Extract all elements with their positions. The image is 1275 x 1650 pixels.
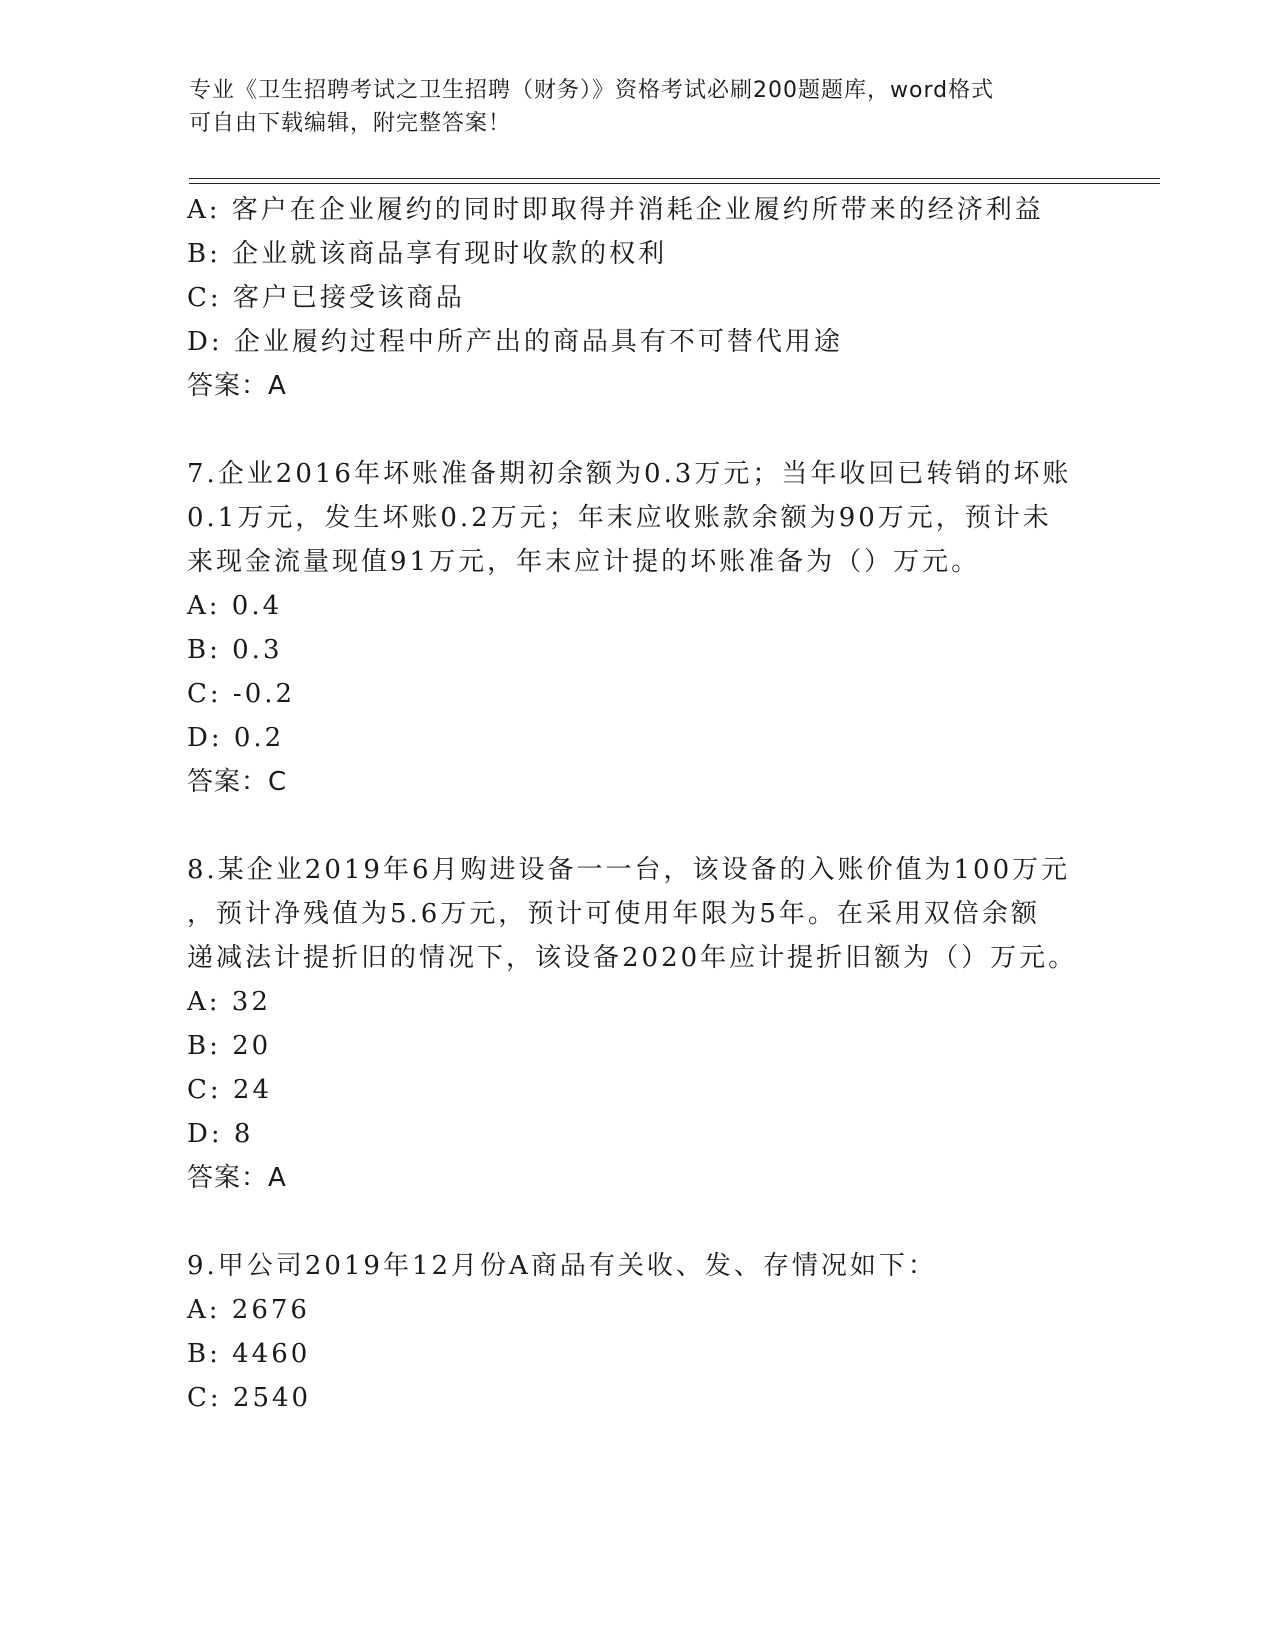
q8-option-d: D: 8 [187,1119,254,1149]
q8-option-a: A: 32 [187,987,271,1017]
header-line-2: 可自由下载编辑，附完整答案！ [189,111,512,136]
q9-option-a: A: 2676 [187,1295,310,1325]
q7-option-c: C: -0.2 [187,679,296,709]
q8-stem-line-1: 8.某企业2019年6月购进设备一一台，该设备的入账价值为100万元 [187,855,1071,885]
q6-option-b: B: 企业就该商品享有现时收款的权利 [187,239,668,269]
q7-answer: 答案：C [187,767,288,797]
q6-answer: 答案：A [187,371,287,401]
q8-option-c: C: 24 [187,1075,273,1105]
q7-option-a: A: 0.4 [187,591,283,621]
document-header [189,74,1089,140]
q8-stem-line-3: 递减法计提折旧的情况下，该设备2020年应计提折旧额为（）万元。 [187,943,1078,973]
q8-answer: 答案：A [187,1163,287,1193]
q9-option-b: B: 4460 [187,1339,311,1369]
q7-stem-line-1: 7.企业2016年坏账准备期初余额为0.3万元；当年收回已转销的坏账 [187,459,1072,489]
q7-option-b: B: 0.3 [187,635,283,665]
q9-stem-line-1: 9.甲公司2019年12月份A商品有关收、发、存情况如下： [187,1251,937,1281]
q8-stem-line-2: ，预计净残值为5.6万元，预计可使用年限为5年。在采用双倍余额 [187,899,1040,929]
q6-option-d: D: 企业履约过程中所产出的商品具有不可替代用途 [187,327,843,357]
q9-option-c: C: 2540 [187,1383,312,1413]
q6-option-c: C: 客户已接受该商品 [187,283,465,313]
header-divider-top [189,178,1160,179]
q7-option-d: D: 0.2 [187,723,285,753]
q7-stem-line-2: 0.1万元，发生坏账0.2万元；年末应收账款余额为90万元，预计未 [187,503,1052,533]
q8-option-b: B: 20 [187,1031,272,1061]
header-line-1: 专业《卫生招聘考试之卫生招聘（财务）》资格考试必刷200题题库，word格式 [189,78,995,103]
header-divider-bottom [189,183,1160,184]
q6-option-a: A: 客户在企业履约的同时即取得并消耗企业履约所带来的经济利益 [187,195,1044,225]
q7-stem-line-3: 来现金流量现值91万元，年末应计提的坏账准备为（）万元。 [187,547,981,577]
